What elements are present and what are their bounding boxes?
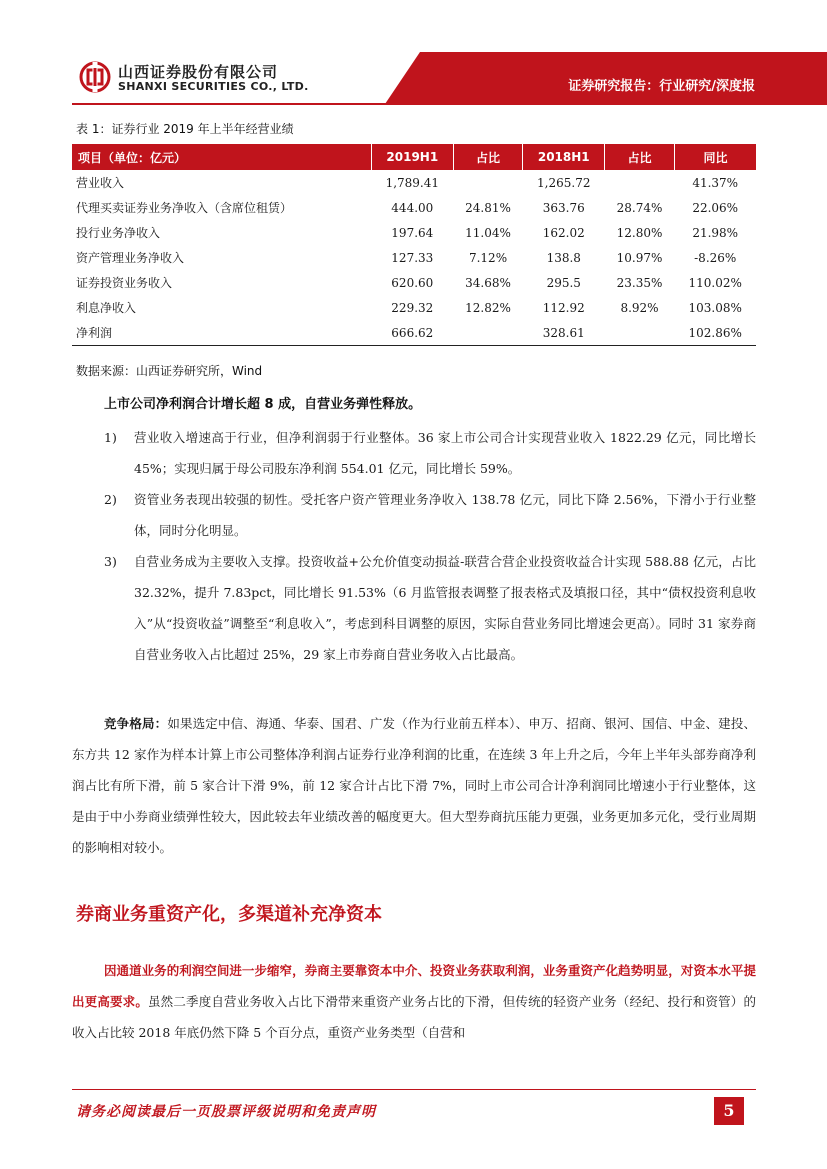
table-source-note: 数据来源：山西证券研究所，Wind [76,364,263,378]
table-cell: 666.62 [372,320,454,346]
table-cell: 11.04% [465,225,511,240]
section-lead: 因通道业务的利润空间进一步缩窄，券商主要靠资本中介、投资业务获取利润，业务重资产化趋势明显，对资本水平提出更高要求。 [72,963,756,1009]
table-row [72,220,756,245]
page-header [0,0,827,112]
list-number: 1) [104,430,117,445]
col-header-2019h1: 2019H1 [372,144,454,170]
table-cell [453,170,523,195]
table-row [72,170,756,195]
table-cell: 197.64 [391,225,434,240]
table-row [72,320,756,346]
list-text: 营业收入增速高于行业，但净利润弱于行业整体。36 家上市公司合计实现营业收入 1822.29 亿元，同比增长 45%；实现归属于母公司股东净利润 554.01 亿元，同比增长 59%。 [134,430,756,476]
table-cell: 110.02% [688,275,742,290]
table-cell [605,170,675,195]
header-banner [0,0,827,112]
table-cell: 证券投资业务收入 [76,276,173,290]
table-cell: 8.92% [620,300,659,315]
table-cell: 127.33 [391,250,434,265]
table-cell: 22.06% [692,200,739,215]
list-number: 2) [104,492,117,507]
table-cell: 162.02 [542,225,585,240]
table-cell: 1,789.41 [385,175,440,190]
company-name-cn: 山西证券股份有限公司 [118,63,279,81]
table-cell: 资产管理业务净收入 [76,251,185,265]
table-cell: 营业收入 [76,176,125,190]
table-cell: 23.35% [616,275,663,290]
table-cell: 12.82% [465,300,511,315]
table-cell [605,320,675,346]
table-cell: 41.37% [692,175,739,190]
table-cell: 12.80% [616,225,663,240]
col-header-share-2019: 占比 [453,144,523,170]
table-row [72,195,756,220]
table-cell: 34.68% [465,275,511,290]
list-item [104,422,756,484]
col-header-share-2018: 占比 [605,144,675,170]
table-cell: 投行业务净收入 [76,226,161,240]
table-cell: 328.61 [523,320,605,346]
table-cell: 620.60 [391,275,434,290]
performance-table [72,144,756,346]
list-text: 自营业务成为主要收入支撑。投资收益+公允价值变动损益-联营合营企业投资收益合计实现 588.88 亿元，占比 32.32%，提升 7.83pct，同比增长 91.53%（6 月监管报表调整了报表格式及填报口径，其中“债权投资利息收入”从“投资收益”调整至“利息收入”，考虑到科目调整的原因，实际自营业务同比增速会更高）。同时 31 家券商自营业务收入占比超过 25%，29 家上市券商自营业务收入占比最高。 [134,554,756,662]
table-cell: 代理买卖证券业务净收入（含席位租赁） [76,201,293,215]
col-header-2018h1: 2018H1 [523,144,605,170]
competition-lead: 竞争格局： [104,716,168,731]
table-cell: 利息净收入 [76,301,137,315]
section-title: 券商业务重资产化，多渠道补充净资本 [76,904,382,925]
table-cell: 净利润 [72,320,372,346]
table-cell: 21.98% [692,225,739,240]
table-caption: 表 1：证券行业 2019 年上半年经营业绩 [76,122,294,136]
list-number: 3) [104,554,117,569]
table-cell: 10.97% [616,250,663,265]
table-cell: 229.32 [391,300,434,315]
page-number: 5 [714,1097,744,1125]
table-cell: 112.92 [542,300,585,315]
report-type: 证券研究报告：行业研究/深度报 [568,79,755,94]
company-name-en: SHANXI SECURITIES CO., LTD. [118,80,309,93]
table-cell: 24.81% [465,200,511,215]
table-cell: 363.76 [542,200,585,215]
footer-disclaimer: 请务必阅读最后一页股票评级说明和免责声明 [76,1104,376,1120]
section-subheading: 上市公司净利润合计增长超 8 成，自营业务弹性释放。 [104,397,422,412]
table-cell: 444.00 [391,200,434,215]
table-cell: 138.8 [546,250,581,265]
section-text: 虽然二季度自营业务收入占比下滑带来重资产业务占比的下滑，但传统的轻资产业务（经纪、投行和资管）的收入占比较 2018 年底仍然下降 5 个百分点，重资产业务类型（自营和 [72,994,756,1040]
section-paragraph [72,955,756,1048]
table-cell: -8.26% [694,250,737,265]
company-logo-icon [79,60,111,94]
table-cell: 103.08% [688,300,742,315]
table-row [72,295,756,320]
competition-text: 如果选定中信、海通、华泰、国君、广发（作为行业前五样本）、申万、招商、银河、国信、中金、建投、东方共 12 家作为样本计算上市公司整体净利润占证券行业净利润的比重，在连续 3 年上升之后，今年上半年头部券商净利润占比有所下滑，前 5 家合计下滑 9%，前 12 家合计占比下滑 7%，同时上市公司合计净利润同比增速小于行业整体，这是由于中小券商业绩弹性较大，因此较去年业绩改善的幅度更大。但大型券商抗压能力更强，业务更加多元化，受行业周期的影响相对较小。 [72,716,756,855]
list-item [104,484,756,546]
list-text: 资管业务表现出较强的韧性。受托客户资产管理业务净收入 138.78 亿元，同比下降 2.56%，下滑小于行业整体，同时分化明显。 [134,492,756,538]
table-cell: 295.5 [546,275,581,290]
col-header-yoy: 同比 [674,144,756,170]
footer-rule [72,1089,756,1090]
table-cell: 28.74% [616,200,663,215]
table-header-row [72,144,756,170]
table-cell: 7.12% [468,250,508,265]
competition-paragraph [72,708,756,863]
table-cell: 102.86% [674,320,756,346]
table-row [72,270,756,295]
col-header-item: 项目（单位：亿元） [72,144,372,170]
table-row [72,245,756,270]
table-cell [453,320,523,346]
list-item [104,546,756,670]
table-cell: 1,265.72 [537,175,591,190]
